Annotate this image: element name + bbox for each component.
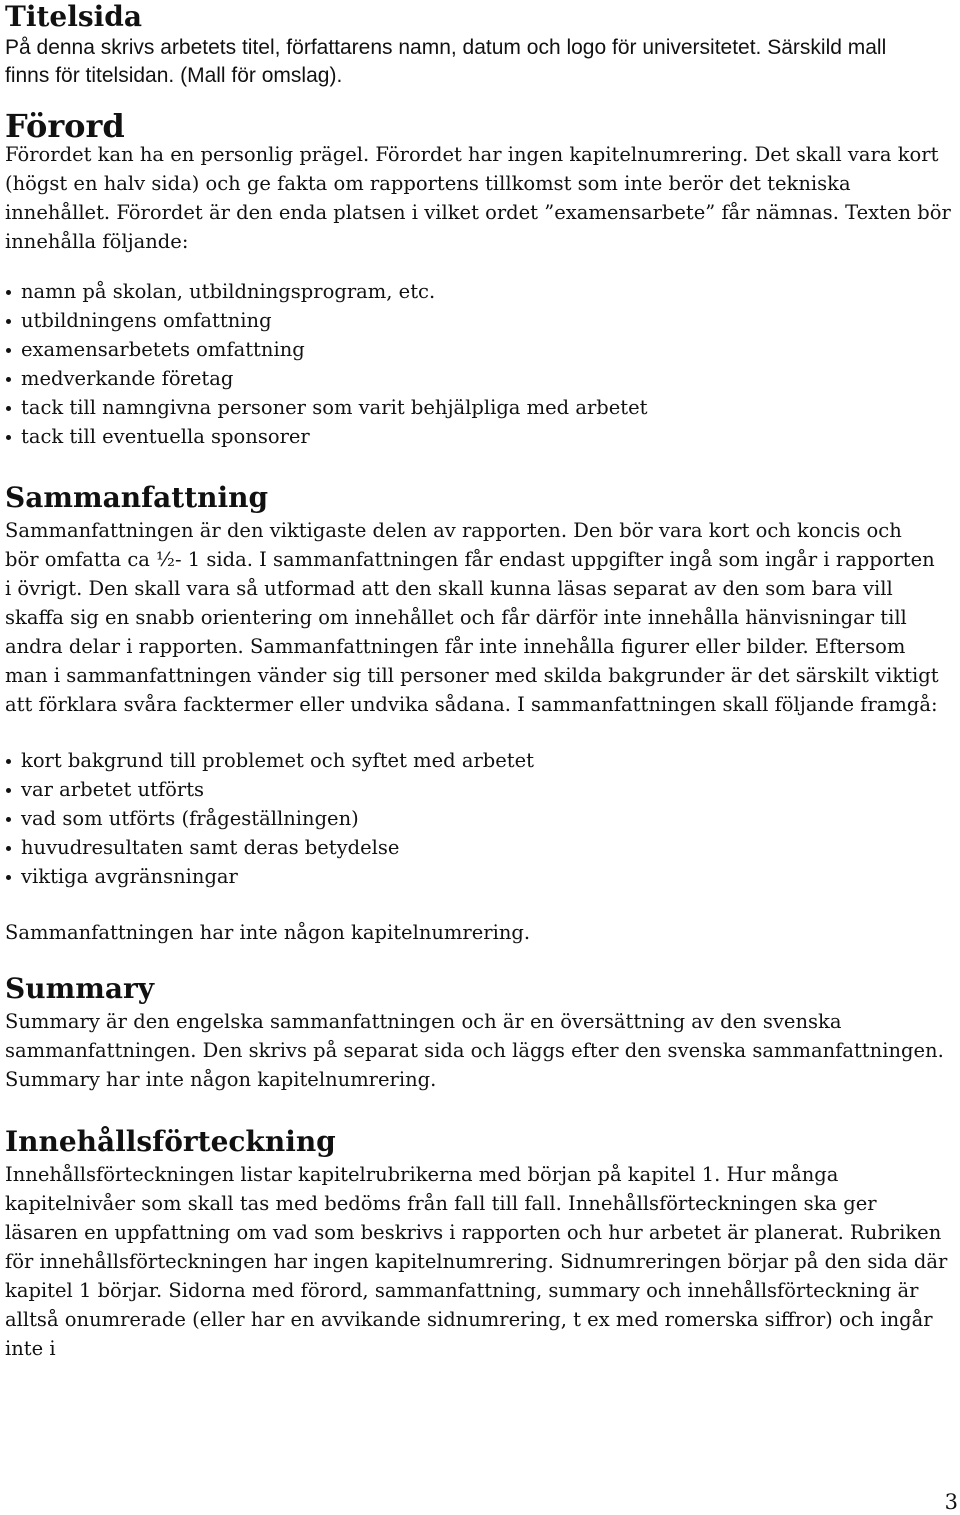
list-item: namn på skolan, utbildningsprogram, etc. <box>5 277 955 306</box>
heading-sammanfattning: Sammanfattning <box>5 481 269 514</box>
list-sammanfattning <box>5 746 955 891</box>
section-titelsida <box>5 0 955 90</box>
section-forord <box>5 106 955 451</box>
list-item: huvudresultaten samt deras betydelse <box>5 833 955 862</box>
list-item: viktiga avgränsningar <box>5 862 955 891</box>
paragraph-sammanfattning: Sammanfattningen är den viktigaste delen av rapporten. Den bör vara kort och koncis och bör omfatta ca ½- 1 sida. I sammanfattningen får endast uppgifter ingå som ingår i rapporten i övrigt. Den skall vara så utformad att den skall kunna läsas separat av den som bara vill skaffa sig en snabb orientering om innehållet och får därför inte innehålla hänvisningar till andra delar i rapporten. Sammanfattningen får inte innehålla figurer eller bilder. Eftersom man i sammanfattningen vänder sig till personer med skilda bakgrunder är det särskilt viktigt att förklara svåra facktermer eller undvika sådana. I sammanfattningen skall följande framgå: <box>5 519 939 716</box>
list-item: var arbetet utförts <box>5 775 955 804</box>
list-item: tack till namngivna personer som varit behjälpliga med arbetet <box>5 393 955 422</box>
paragraph-innehallsforteckning: Innehållsförteckningen listar kapitelrubrikerna med början på kapitel 1. Hur många kapitelnivåer som skall tas med bedöms från fall till fall. Innehållsförteckningen ska ger läsaren en uppfattning om vad som beskrivs i rapporten och hur arbetet är planerat. Rubriken för innehållsförteckningen har ingen kapitelnumrering. Sidnumreringen börjar på den sida där kapitel 1 börjar. Sidorna med förord, sammanfattning, summary och innehållsförteckning är alltså onumrerade (eller har en avvikande sidnumrering, t ex med romerska siffror) och ingår inte i <box>5 1163 948 1360</box>
paragraph-forord: Förordet kan ha en personlig prägel. Förordet har ingen kapitelnumrering. Det skall vara kort (högst en halv sida) och ge fakta om rapportens tillkomst som inte berör det tekniska innehållet. Förordet är den enda platsen i vilket ordet ”examensarbete” får nämnas. Texten bör innehålla följande: <box>5 143 951 253</box>
paragraph-summary: Summary är den engelska sammanfattningen och är en översättning av den svenska sammanfattningen. Den skrivs på separat sida och läggs efter den svenska sammanfattningen. Summary har inte någon kapitelnumrering. <box>5 1010 944 1091</box>
heading-titelsida: Titelsida <box>5 0 142 33</box>
heading-forord: Förord <box>5 107 125 145</box>
paragraph-sammanfattning-closing: Sammanfattningen har inte någon kapitelnumrering. <box>5 921 531 944</box>
list-forord <box>5 277 955 451</box>
list-item: tack till eventuella sponsorer <box>5 422 955 451</box>
list-item: medverkande företag <box>5 364 955 393</box>
document-page <box>5 0 955 1363</box>
list-item: vad som utförts (frågeställningen) <box>5 804 955 833</box>
heading-innehallsforteckning: Innehållsförteckning <box>5 1125 336 1158</box>
heading-summary: Summary <box>5 972 154 1005</box>
paragraph-titelsida: På denna skrivs arbetets titel, författarens namn, datum och logo för universitetet. Särskild mall finns för titelsidan. (Mall för omslag). <box>5 36 887 87</box>
list-item: utbildningens omfattning <box>5 306 955 335</box>
list-item: kort bakgrund till problemet och syftet med arbetet <box>5 746 955 775</box>
section-sammanfattning <box>5 480 955 947</box>
list-item: examensarbetets omfattning <box>5 335 955 364</box>
section-innehallsforteckning <box>5 1124 955 1363</box>
section-summary <box>5 971 955 1094</box>
page-number: 3 <box>944 1490 958 1514</box>
